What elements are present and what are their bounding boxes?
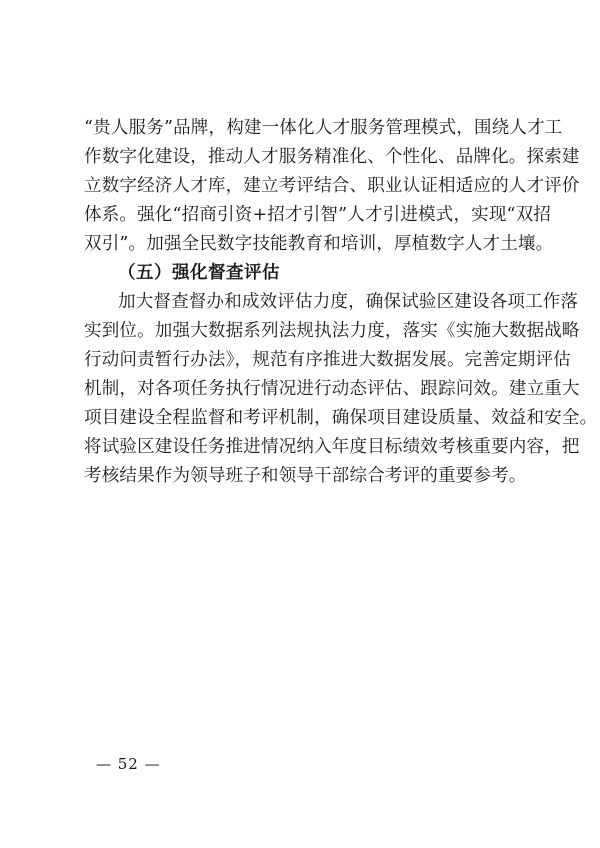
- paragraph-line: 加大督查督办和成效评估力度，确保试验区建设各项工作落: [118, 292, 579, 312]
- paragraph-line: 行动问责暂行办法》，规范有序推进大数据发展。完善定期评估: [84, 350, 571, 370]
- paragraph-line: 立数字经济人才库，建立考评结合、职业认证相适应的人才评价: [84, 176, 580, 196]
- section-heading: （五）强化督查评估: [118, 263, 280, 283]
- paragraph-line: “贵人服务”品牌，构建一体化人才服务管理模式，围绕人才工: [84, 118, 563, 138]
- paragraph-line: 项目建设全程监督和考评机制，确保项目建设质量、效益和安全。: [84, 408, 598, 428]
- paragraph-line: 体系。强化“招商引资+招才引智”人才引进模式，实现“双招: [84, 205, 552, 225]
- paragraph-line: 双引”。加强全民数字技能教育和培训，厚植数字人才土壤。: [84, 234, 554, 254]
- paragraph-line: 将试验区建设任务推进情况纳入年度目标绩效考核重要内容，把: [84, 437, 580, 457]
- page-number: — 52 —: [96, 755, 161, 773]
- paragraph-line: 考核结果作为领导班子和领导干部综合考评的重要参考。: [84, 466, 527, 486]
- paragraph-line: 实到位。加强大数据系列法规执法力度，落实《实施大数据战略: [84, 321, 580, 341]
- paragraph-line: 作数字化建设，推动人才服务精准化、个性化、品牌化。探索建: [84, 147, 580, 167]
- paragraph-line: 机制，对各项任务执行情况进行动态评估、跟踪问效。建立重大: [84, 379, 580, 399]
